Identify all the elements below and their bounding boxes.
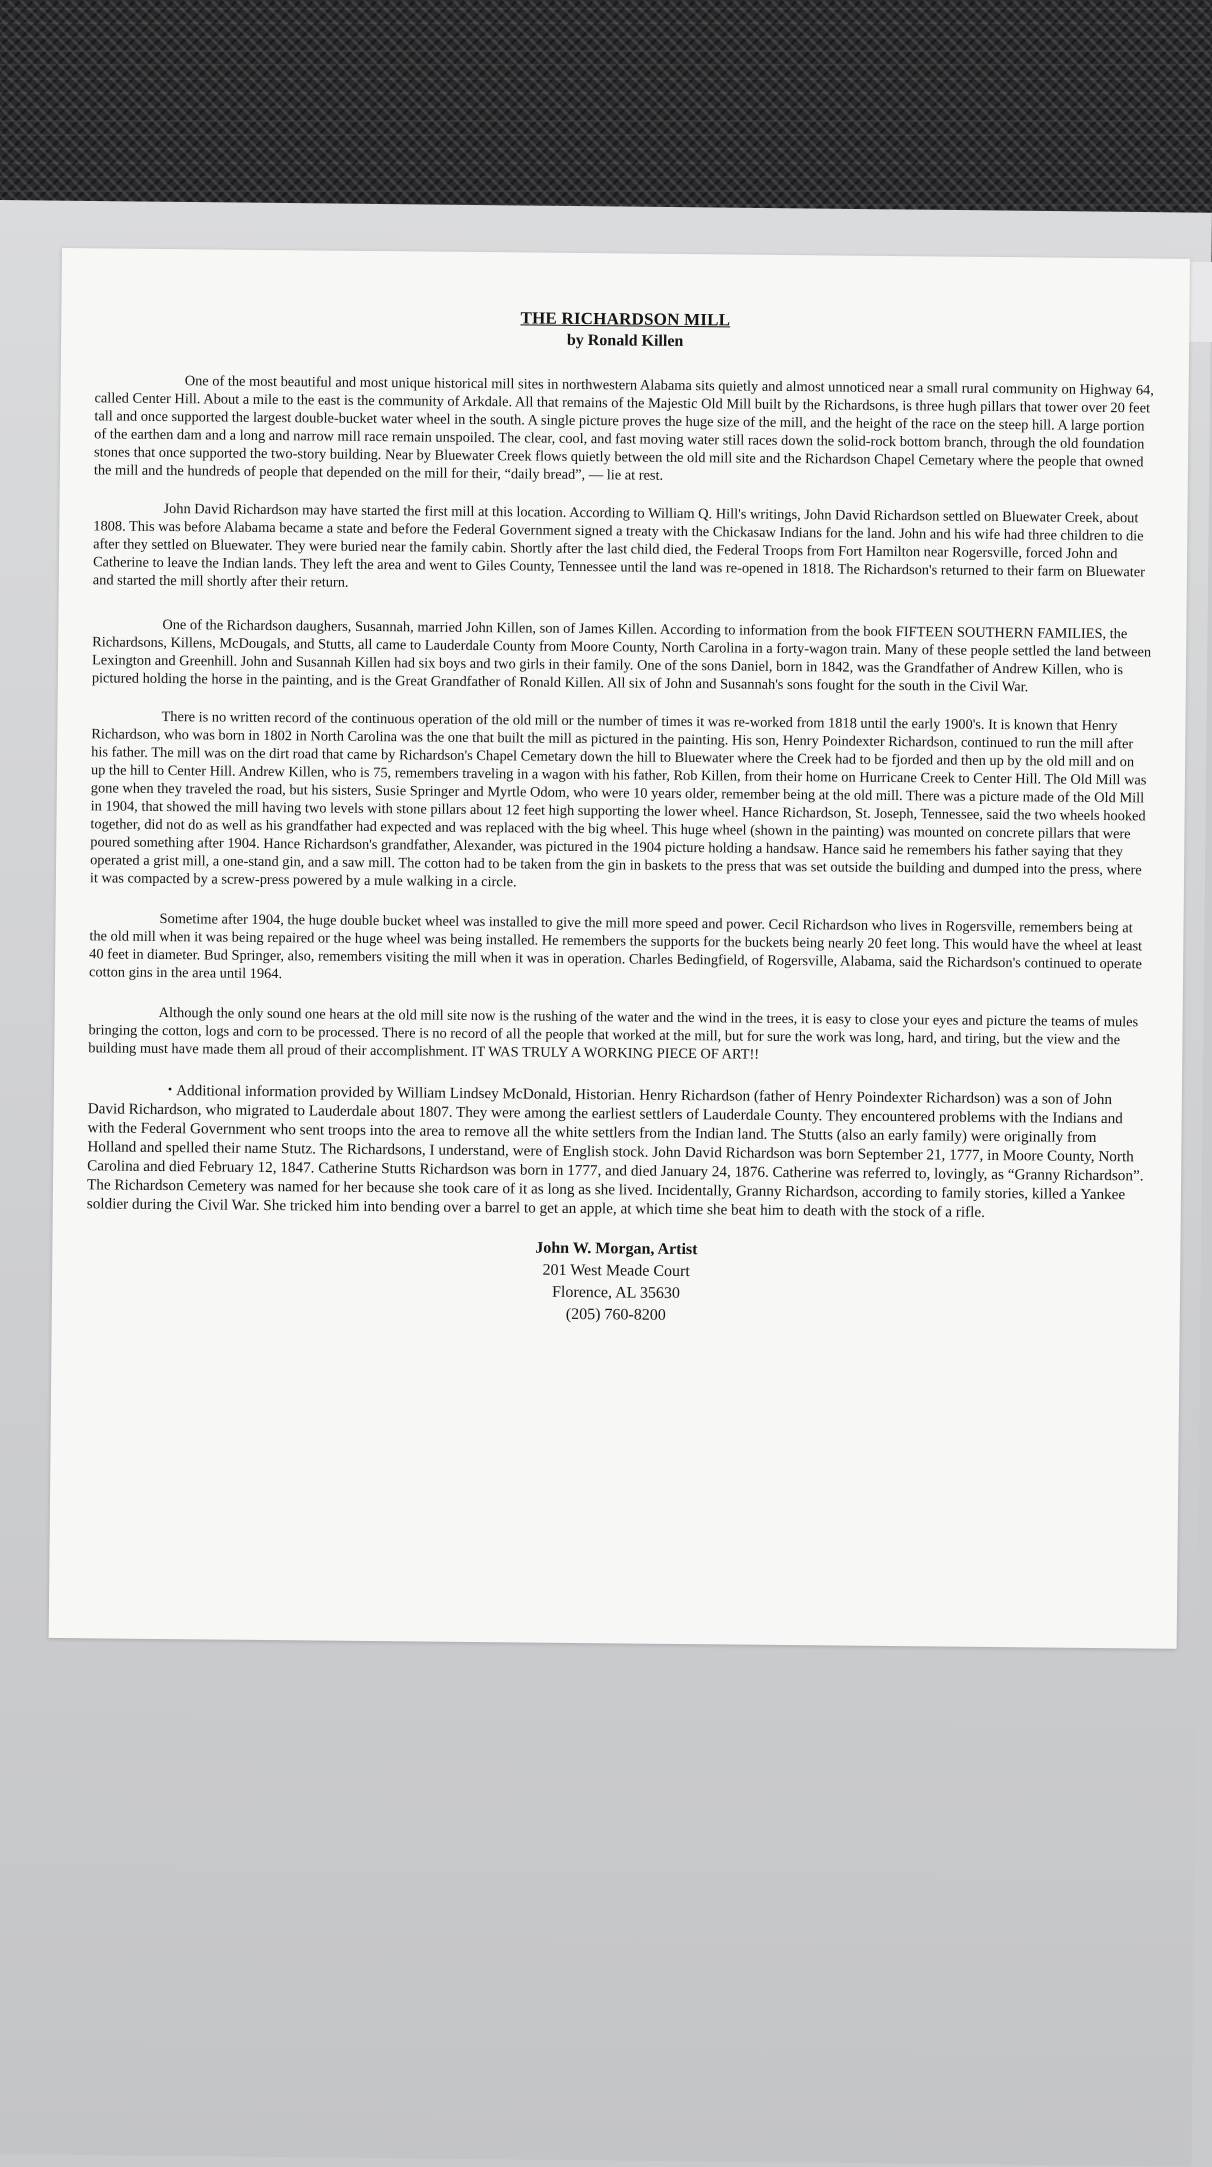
paragraph-mill-history: There is no written record of the continuous operation of the old mill or the number of times it was re-worked from 1818 until the early 1900's. It is known that Henry Richardson, who was born in 1802 in North Carolina was the one that built the mill as pictured in the painting. His son, Henry Poindexter Richardson, continued to run the mill after his father. The mill was on the dirt road that came by Richardson's Chapel Cemetary down the hill to Bluewater where the Creek had to be fjorded and then up by the old mill and on up the hill to Center Hill. Andrew Killen, who is 75, remembers traveling in a wagon with his father, Rob Killen, from their home on Hurricane Creek to Center Hill. The Old Mill was gone when they traveled the road, but his sisters, Susie Springer and Myrtle Odom, who were 10 years older, remember being at the old mill. There was a picture made of the Old Mill in 1904, that showed the mill having two levels with stone pillars about 12 feet high supporting the lower wheel. Hance Richardson, St. Joseph, Tennessee, said the two wheels hooked together, did not do as well as his grandfather had expected and was replaced with the big wheel. This huge wheel (shown in the painting) was mounted on concrete pillars that were poured something after 1904. Hance Richardson's grandfather, Alexander, was pictured in the 1904 picture holding a handsaw. Hance said he remembers his father saying that they operated a grist mill, a one-stand gin, and a saw mill. The cotton had to be taken from the gin in baskets to the press that was set outside the building and dumped into the press, where it was compacted by a screw-press powered by a mule walking in a circle. [89, 708, 1147, 891]
artist-name: John W. Morgan, Artist [535, 1239, 698, 1259]
paragraph-first-mill: John David Richardson may have started the first mill at this location. According to William Q. Hill's writings, John David Richardson settled on Bluewater Creek, about 1808. This was before Alabama became a state and before the Federal Government signed a treaty with the Chickasaw Indians for the land. John and his wife had three children to die after they settled on Bluewater. They were buried near the family cabin. Shortly after the last child died, the Federal Troops from Fort Hamilton near Rogersville, forced John and Catherine to leave the Indian lands. They left the area and went to Giles County, Tennessee until the land was re-opened in 1818. The Richardson's returned to their farm on Bluewater and started the mill shortly after their return. [92, 500, 1146, 591]
artist-street: 201 West Meade Court [542, 1261, 690, 1281]
document-title: THE RICHARDSON MILL [520, 308, 731, 330]
historian-note [87, 1079, 1148, 1223]
historian-note-text: Additional information provided by William Lindsey McDonald, Historian. Henry Richardson (father of Henry Poindexter Richardson) was a son of John David Richardson, who migrated to Lauderdale about 1807. They were among the earliest settlers of Lauderdale County. They encountered problems with the Indians and with the Federal Government who sent troops into the area to remove all the white settlers from the Indian land. The Stutts (also an early family) were originally from Holland and spelled their name Stutz. The Richardsons, I understand, were of English stock. John David Richardson was born September 21, 1777, in Moore County, North Carolina and died February 12, 1847. Catherine Stutts Richardson was born in 1777, and died January 24, 1876. Catherine was referred to, lovingly, as “Granny Richardson”. The Richardson Cemetery was named for her because she took care of it as long as she lived. Incidentally, Granny Richardson, according to family stories, killed a Yankee soldier during the Civil War. She tricked him into bending over a barrel to get an apple, at which time she beat him to death with the stock of a rifle. [86, 1082, 1144, 1221]
artist-city: Florence, AL 35630 [551, 1283, 680, 1302]
bullet-icon: • [167, 1082, 173, 1097]
paragraph-families: One of the Richardson daughers, Susannah, married John Killen, son of James Killen. According to information from the book FIFTEEN SOUTHERN FAMILIES, the Richardsons, Killens, McDougals, and Stutts, all came to Lauderdale County from Moore County, North Carolina in a forty-wagon train. Many of these people settled the land between Lexington and Greenhill. John and Susannah Killen had six boys and two girls in their family. One of the sons Daniel, born in 1842, was the Grandfather of Andrew Killen, who is pictured holding the horse in the painting, and is the Great Grandfather of Ronald Killen. All six of John and Susannah's sons fought for the south in the Civil War. [91, 616, 1152, 696]
printed-document [49, 248, 1190, 1649]
paragraph-closing: Although the only sound one hears at the old mill site now is the rushing of the water and the wind in the trees, it is easy to close your eyes and picture the teams of mules bringing the cotton, logs and corn to be processed. There is no record of all the people that worked at the mill, but for sure the work was long, hard, and tiring, but the view and the building must have made them all proud of their accomplishment. IT WAS TRULY A WORKING PIECE OF ART!! [88, 1004, 1139, 1063]
paragraph-big-wheel: Sometime after 1904, the huge double bucket wheel was installed to give the mill more speed and power. Cecil Richardson who lives in Rogersville, remembers being at the old mill when it was being repaired or the huge wheel was being installed. He remembers the supports for the buckets being nearly 20 feet long. This would have the wheel at least 40 feet in diameter. Bud Springer, also, remembers visiting the mill when it was in operation. Charles Bedingfield, of Rogersville, Alabama, said the Richardson's continued to operate cotton gins in the area until 1964. [88, 910, 1143, 983]
paragraph-mill-site: One of the most beautiful and most unique historical mill sites in northwestern Alabama sits quietly and almost unnoticed near a small rural community on Highway 64, called Center Hill. About a mile to the east is the community of Arkdale. All that remains of the Majestic Old Mill built by the Richardsons, is three hugh pillars that tower over 20 feet tall and once supported the largest double-bucket water wheel in the south. A single picture proves the huge size of the mill, and the height of the race on the steep hill. A large portion of the earthen dam and a long and narrow mill race remain unspoiled. The clear, cool, and fast moving water still races down the solid-rock bottom branch, through the old foundation stones that once supported the two-story building. Near by Bluewater Creek flows quietly between the old mill site and the Richardson Chapel Cemetary where the people that owned the mill and the hundreds of people that depended on the mill for their, “daily bread”, — lie at rest. [93, 373, 1154, 484]
document-byline: by Ronald Killen [566, 331, 684, 350]
artist-contact [86, 1233, 1147, 1331]
artist-phone: (205) 760-8200 [565, 1305, 666, 1324]
